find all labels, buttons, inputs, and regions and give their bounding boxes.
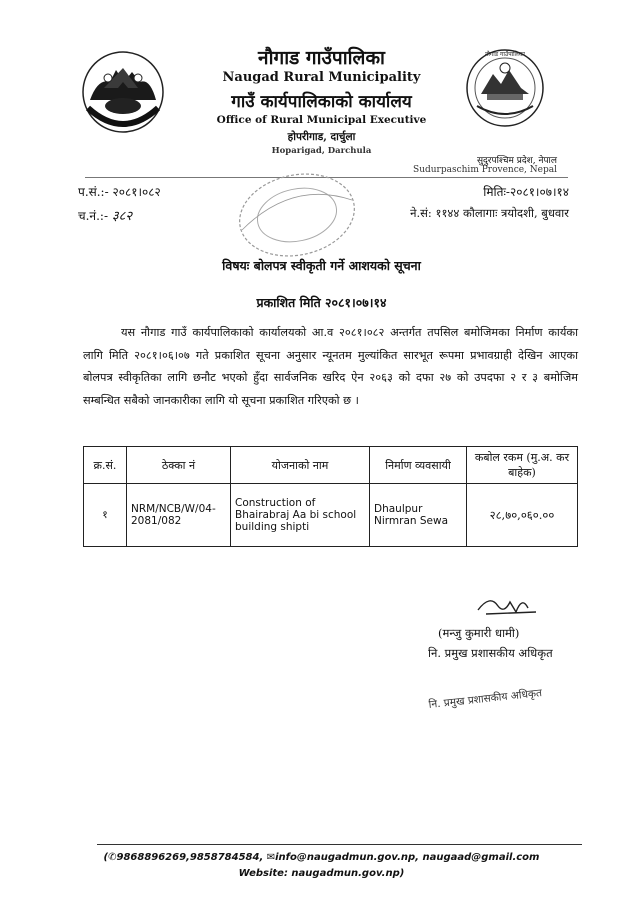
- cell-project-name: Construction of Bhairabraj Aa bi school building shipti: [231, 484, 370, 547]
- office-title-np: गाउँ कार्यपालिकाको कार्यालय: [231, 92, 412, 112]
- signatory-designation: नि. प्रमुख प्रशासकीय अधिकृत: [428, 646, 553, 660]
- published-date: प्रकाशित मिति २०८१।०७।१४: [256, 295, 387, 310]
- province-np: सुदुरपश्चिम प्रदेश, नेपाल: [476, 156, 557, 166]
- ps-reference: [78, 183, 161, 200]
- ps-value: २०८१।०८२: [112, 185, 161, 199]
- cell-contract-no: NRM/NCB/W/04-2081/082: [127, 484, 231, 547]
- cell-sn: १: [84, 484, 127, 547]
- footer-website: Website: naugadmun.gov.np): [238, 868, 405, 879]
- cn-reference: [78, 206, 132, 224]
- table-header-row: [84, 447, 578, 484]
- nepal-sambat-line: ने.सं: ११४४ कौलागाः त्रयोदशी, बुधवार: [410, 206, 569, 220]
- cn-label: च.नं.:-: [78, 209, 109, 223]
- ps-label: प.सं.:-: [78, 185, 109, 199]
- cn-value-handwritten: ३८२: [111, 209, 133, 224]
- notice-body: यस नौगाड गाउँ कार्यपालिकाको कार्यालयको आ.व २०८१।०८२ अन्तर्गत तपसिल बमोजिमका निर्माण कार्यका लागि मिति २०८१।०६।०७ गते प्रकाशित सूचना अनुसार न्यूनतम मुल्यांकित सारभूत रूपमा प्रभावग्राही देखिन आएका बोलपत्र स्वीकृतिका लागि छनौट भएको हुँदा सार्वजनिक खरिद ऐन २०६३ को दफा २७ को उपदफा २ र ३ बमोजिम सम्बन्धित सबैको जानकारीका लागि यो सूचना प्रकाशित गरिएको छ ।: [83, 326, 578, 407]
- col-header-sn: क्र.सं.: [84, 447, 127, 484]
- table-row: [84, 484, 578, 547]
- col-header-project-name: योजनाको नाम: [231, 447, 370, 484]
- svg-text:नौगाड गाउँपालिका: नौगाड गाउँपालिका: [485, 51, 525, 58]
- address-en: Hoparigad, Darchula: [271, 146, 372, 156]
- footer-contact: (✆9868896269,9858784584, ✉info@naugadmun.gov.np, naugaad@gmail.com: [103, 852, 540, 863]
- col-header-bid-amount: कबोल रकम (मु.अ. कर बाहेक): [467, 447, 578, 484]
- signatory-name: (मन्जु कुमारी धामी): [438, 626, 520, 640]
- issue-date: मितिः-२०८१।०७।१४: [483, 185, 569, 199]
- nepal-emblem-logo: [80, 48, 166, 136]
- footer-divider: [97, 844, 582, 845]
- col-header-contract-no: ठेक्का नं: [127, 447, 231, 484]
- handwritten-signature: [470, 590, 550, 620]
- municipality-title-en: Naugad Rural Municipality: [222, 70, 421, 85]
- province-en: Sudurpaschim Provence, Nepal: [413, 165, 557, 175]
- municipality-title-np: नौगाड गाउँपालिका: [258, 47, 385, 69]
- office-seal-stamp: [232, 170, 362, 260]
- designation-stamp: नि. प्रमुख प्रशासकीय अधिकृत: [428, 687, 543, 711]
- award-table: [83, 446, 578, 547]
- col-header-contractor: निर्माण व्यवसायी: [370, 447, 467, 484]
- notice-subject: विषयः बोलपत्र स्वीकृती गर्ने आशयको सूचना: [222, 258, 421, 273]
- cell-bid-amount: २८,७०,०६०.००: [467, 484, 578, 547]
- address-np: होपरीगाड, दार्चुला: [287, 131, 356, 143]
- cell-contractor: Dhaulpur Nirmran Sewa: [370, 484, 467, 547]
- office-title-en: Office of Rural Municipal Executive: [216, 114, 427, 126]
